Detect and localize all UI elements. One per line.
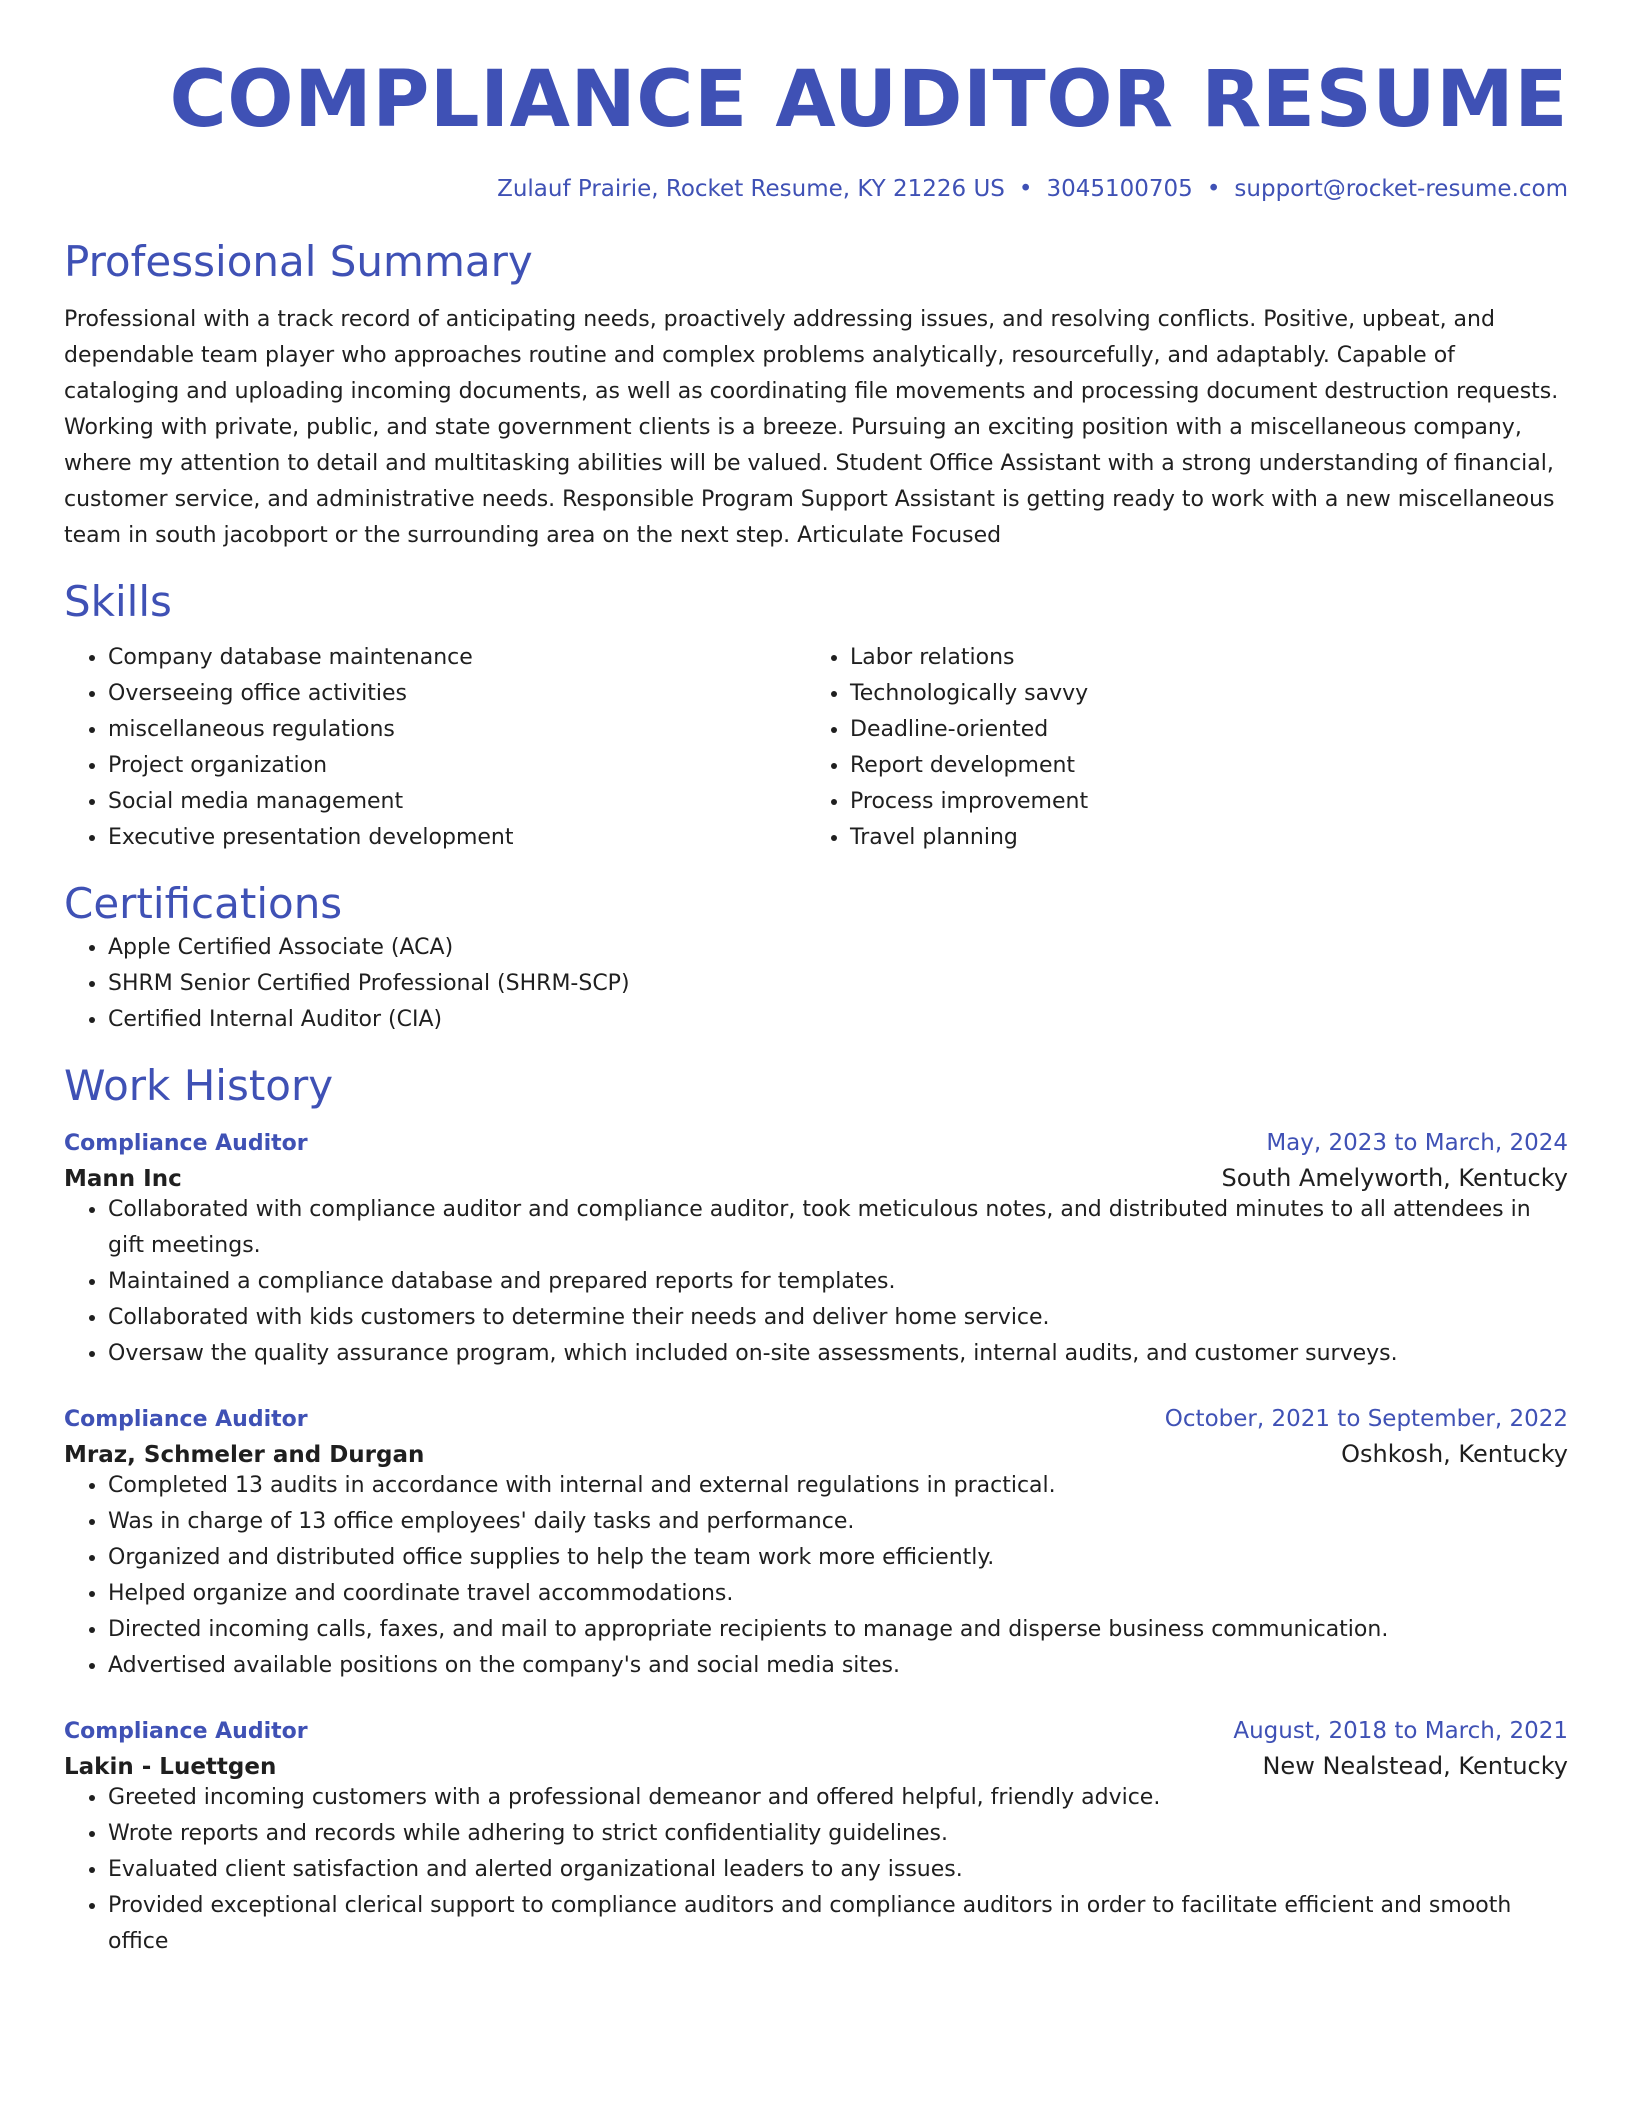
job-bullet: • Maintained a compliance database and prepared reports for templates. — [108, 1264, 1568, 1300]
job-bullet: • Greeted incoming customers with a professional demeanor and offered helpful, friendly advice. — [108, 1780, 1568, 1816]
work-history-heading: Work History — [64, 1061, 334, 1110]
job-bullet: • Oversaw the quality assurance program, which included on-site assessments, internal audits, and customer surveys. — [108, 1336, 1568, 1372]
resume-page — [64, 0, 1568, 1960]
skill-item: • Deadline-oriented — [850, 712, 1548, 748]
job-title: Compliance Auditor — [64, 1131, 308, 1156]
skill-item: • Labor relations — [850, 640, 1548, 676]
job-bullet-list — [64, 1468, 1568, 1684]
job-title-row — [64, 1130, 1568, 1156]
job-title-row — [64, 1718, 1568, 1744]
contact-address: Zulauf Prairie, Rocket Resume, KY 21226 US — [497, 176, 1005, 202]
job-entry — [64, 1406, 1568, 1684]
contact-line — [64, 176, 1568, 202]
summary-heading: Professional Summary — [64, 237, 533, 286]
summary-text: Professional with a track record of anticipating needs, proactively addressing issues, and resolving conflicts. Positive, upbeat, and dependable team player who approaches routine and complex problems analytically, resourcefully, and adaptably. Capable of cataloging and uploading incoming documents, as well as coordinating file movements and processing document destruction requests. Working with private, public, and state government clients is a breeze. Pursuing an exciting position with a miscellaneous company, where my attention to detail and multitasking abilities will be valued. Student Office Assistant with a strong understanding of financial, customer service, and administrative needs. Responsible Program Support Assistant is getting ready to work with a new miscellaneous team in south jacobport or the surrounding area on the next step. Articulate Focused — [64, 307, 1559, 548]
job-bullet: • Completed 13 audits in accordance with internal and external regulations in practical. — [108, 1468, 1568, 1504]
certifications-heading: Certifications — [64, 879, 343, 928]
skills-heading: Skills — [64, 577, 172, 626]
job-bullet: • Helped organize and coordinate travel accommodations. — [108, 1576, 1568, 1612]
job-title: Compliance Auditor — [64, 1719, 308, 1744]
skill-item: • Report development — [850, 748, 1548, 784]
job-company-row — [64, 1440, 1568, 1468]
skill-item: • Social media management — [108, 784, 806, 820]
contact-email[interactable]: support@rocket-resume.com — [1234, 176, 1568, 202]
job-bullet: • Evaluated client satisfaction and alerted organizational leaders to any issues. — [108, 1852, 1568, 1888]
job-bullet-list — [64, 1780, 1568, 1960]
certification-item: • Certified Internal Auditor (CIA) — [108, 1002, 1568, 1038]
job-bullet: • Collaborated with compliance auditor and compliance auditor, took meticulous notes, and distributed minutes to all attendees in gift meetings. — [108, 1192, 1568, 1264]
job-company: Mraz, Schmeler and Durgan — [64, 1442, 425, 1468]
job-company: Lakin - Luettgen — [64, 1754, 277, 1780]
job-bullet: • Organized and distributed office supplies to help the team work more efficiently. — [108, 1540, 1568, 1576]
skill-item: • Executive presentation development — [108, 820, 806, 856]
job-bullet: • Wrote reports and records while adhering to strict confidentiality guidelines. — [108, 1816, 1568, 1852]
skill-item: • Overseeing office activities — [108, 676, 806, 712]
job-bullet: • Provided exceptional clerical support to compliance auditors and compliance auditors in order to facilitate efficient and smooth office — [108, 1888, 1568, 1960]
job-location: South Amelyworth, Kentucky — [1221, 1164, 1568, 1192]
skills-right-list — [806, 640, 1548, 856]
contact-separator: • — [1206, 176, 1221, 202]
job-dates: August, 2018 to March, 2021 — [1233, 1718, 1568, 1744]
skill-item: • miscellaneous regulations — [108, 712, 806, 748]
skills-left-list — [64, 640, 806, 856]
job-bullet: • Advertised available positions on the company's and social media sites. — [108, 1648, 1568, 1684]
skills-columns — [64, 640, 1568, 856]
skill-item: • Travel planning — [850, 820, 1548, 856]
job-entry — [64, 1718, 1568, 1960]
certifications-list — [64, 930, 1568, 1038]
job-dates: October, 2021 to September, 2022 — [1164, 1406, 1568, 1432]
skills-left-column — [64, 640, 806, 856]
job-bullet: • Directed incoming calls, faxes, and mail to appropriate recipients to manage and disperse business communication. — [108, 1612, 1568, 1648]
skills-right-column — [806, 640, 1548, 856]
contact-separator: • — [1018, 176, 1033, 202]
job-company: Mann Inc — [64, 1166, 182, 1192]
skill-item: • Company database maintenance — [108, 640, 806, 676]
contact-phone: 3045100705 — [1046, 176, 1193, 202]
job-location: New Nealstead, Kentucky — [1262, 1752, 1568, 1780]
certification-item: • Apple Certified Associate (ACA) — [108, 930, 1568, 966]
job-location: Oshkosh, Kentucky — [1341, 1440, 1568, 1468]
resume-header — [64, 0, 1568, 202]
job-company-row — [64, 1164, 1568, 1192]
job-title: Compliance Auditor — [64, 1407, 308, 1432]
resume-title: COMPLIANCE AUDITOR RESUME — [169, 55, 1568, 145]
job-entry — [64, 1130, 1568, 1372]
job-bullet: • Was in charge of 13 office employees' daily tasks and performance. — [108, 1504, 1568, 1540]
skill-item: • Project organization — [108, 748, 806, 784]
job-title-row — [64, 1406, 1568, 1432]
job-company-row — [64, 1752, 1568, 1780]
skill-item: • Process improvement — [850, 784, 1548, 820]
job-bullet-list — [64, 1192, 1568, 1372]
skill-item: • Technologically savvy — [850, 676, 1548, 712]
certification-item: • SHRM Senior Certified Professional (SHRM-SCP) — [108, 966, 1568, 1002]
job-bullet: • Collaborated with kids customers to determine their needs and deliver home service. — [108, 1300, 1568, 1336]
job-dates: May, 2023 to March, 2024 — [1266, 1130, 1568, 1156]
